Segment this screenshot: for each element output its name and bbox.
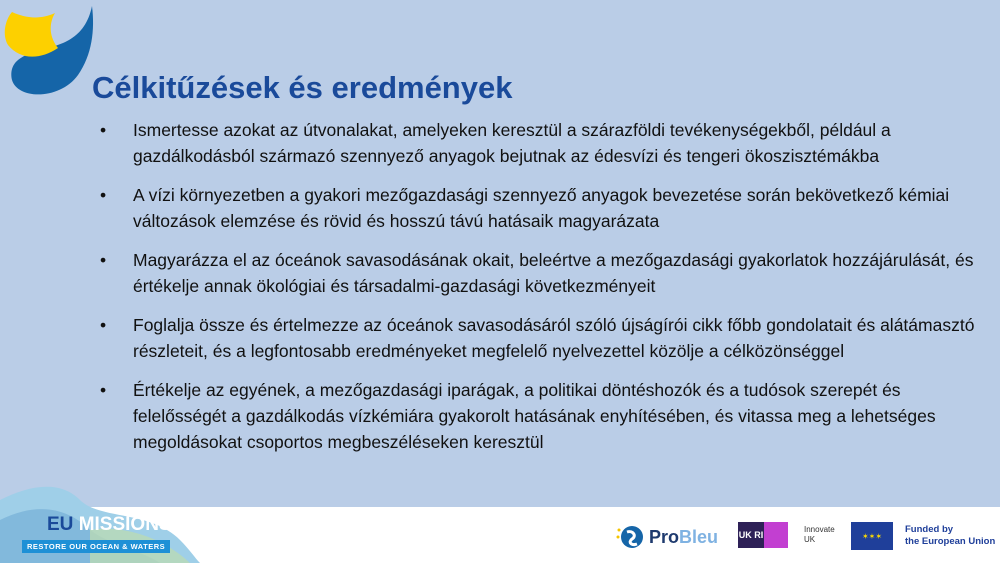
list-item: • Értékelje az egyének, a mezőgazdasági iparágak, a politikai döntéshozók és a tudósok szerepét és felelősségét a gazdálkodás vízkémiára gyakorolt hatásának enyhítésében, és vitassa meg a lehetséges megoldásokat csoportos megbeszéléseken keresztül — [100, 380, 936, 452]
list-item: • A vízi környezetben a gyakori mezőgazdasági szennyező anyagok bevezetése során bekövetkező kémiai változások elemzése és rövid és hosszú távú hatásaik magyarázata — [100, 185, 950, 231]
logo-icon — [0, 0, 100, 100]
eu-missions-tagline: RESTORE OUR OCEAN & WATERS — [22, 540, 170, 553]
list-item: • Magyarázza el az óceánok savasodásának okait, beleértve a mezőgazdasági gyakorlatok hozzájárulását, és értékelje annak ökológiai és társadalmi-gazdasági következményeit — [100, 250, 974, 296]
page-title: Célkitűzések és eredmények — [92, 70, 513, 105]
eu-funding-logo: ✶✶✶ Funded by the European Union — [851, 522, 995, 550]
eu-flag-icon: ✶✶✶ — [851, 522, 893, 550]
eu-missions-logo: EU MISSIONS — [47, 514, 172, 535]
objectives-list — [100, 117, 980, 468]
probleu-swirl-icon — [615, 522, 645, 552]
probleu-logo: ProBleu — [615, 522, 718, 552]
list-item: • Foglalja össze és értelmezze az óceánok savasodásáról szóló újságírói cikk főbb gondolatait és alátámasztó részleteit, és a legfontosabb eredményeket megfelelő nyelvezettel közölje a célközönséggel — [100, 315, 975, 361]
list-item: • Ismertesse azokat az útvonalakat, amelyeken keresztül a szárazföldi tevékenységekből, például a gazdálkodásból származó szennyező anyagok bejutnak az édesvízi és tengeri ökoszisztémákba — [100, 120, 891, 166]
ukri-block-icon — [764, 522, 788, 548]
innovate-uk-logo: UK RI Innovate UK — [738, 522, 835, 548]
